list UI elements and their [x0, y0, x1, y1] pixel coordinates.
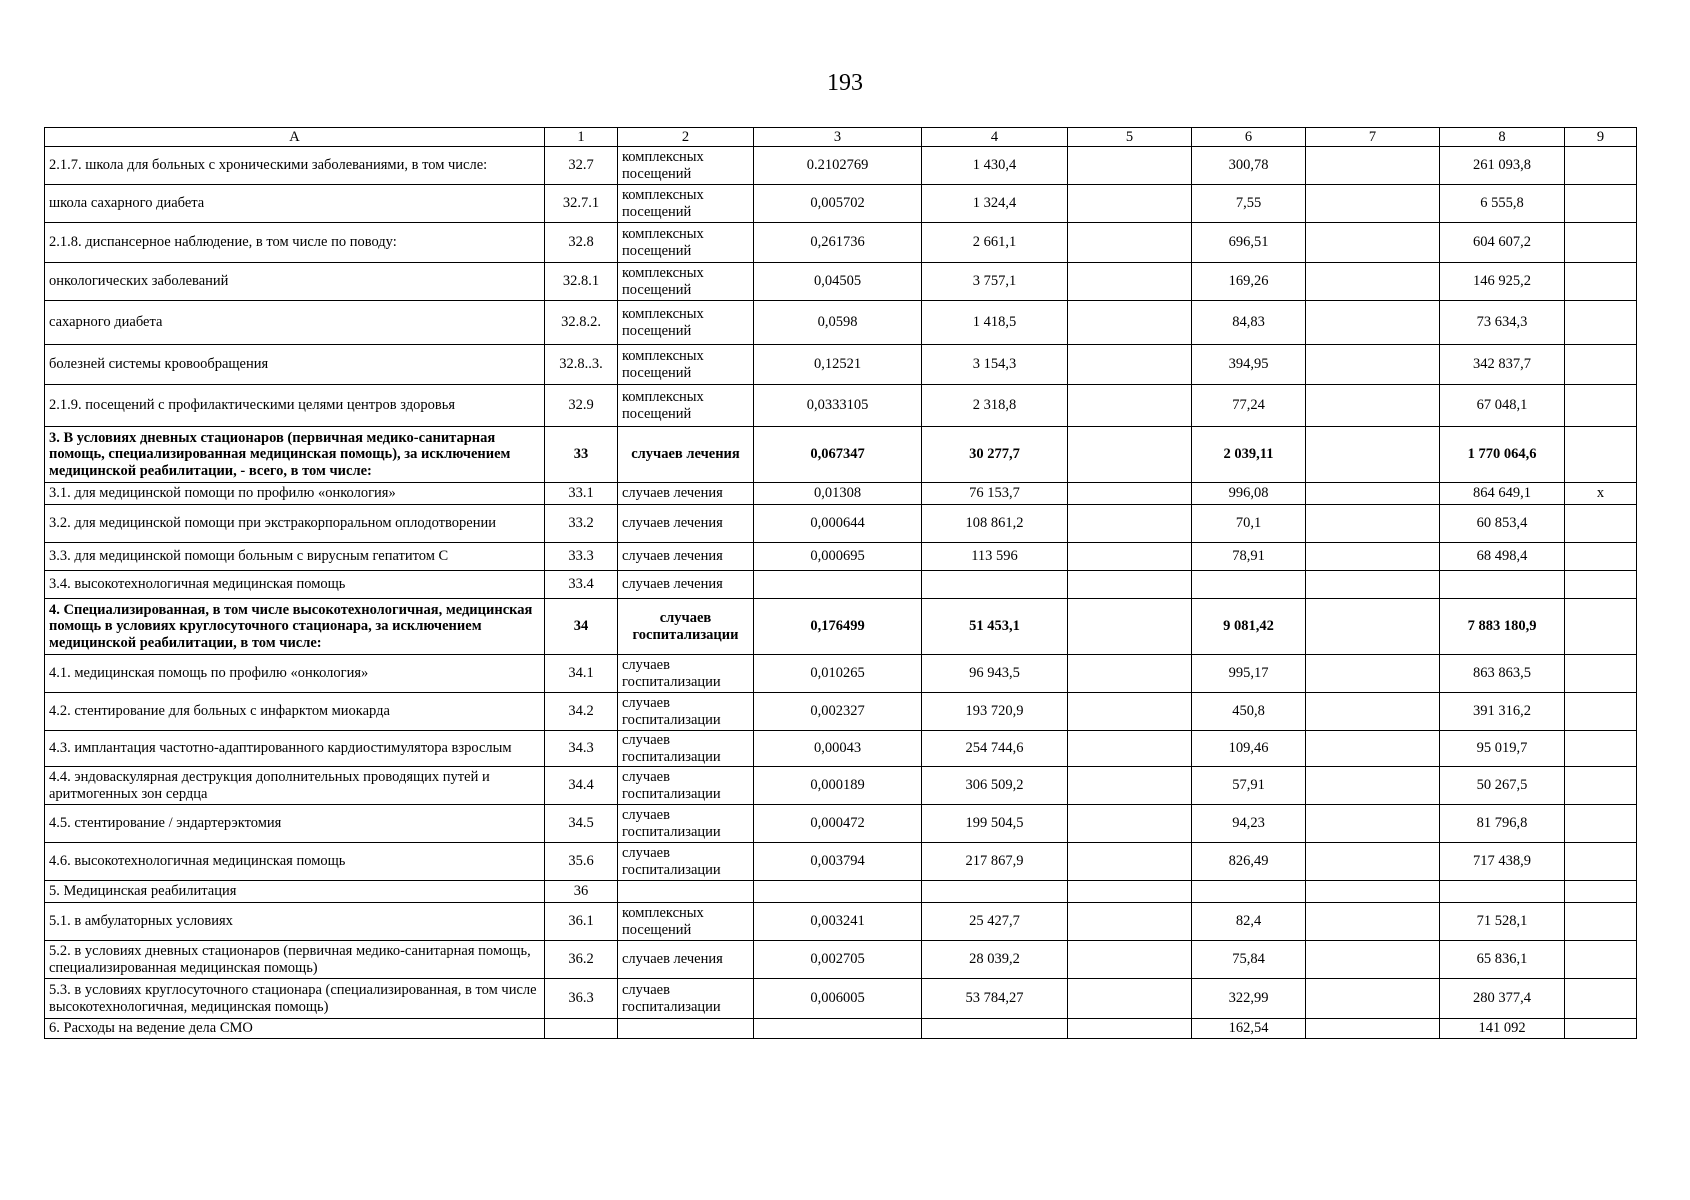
cell-col-a: 4.2. стентирование для больных с инфарктом миокарда [45, 693, 545, 731]
cell-col-c2: комплексных посещений [618, 263, 754, 301]
cell-col-c6: 162,54 [1192, 1019, 1306, 1039]
cell-col-c2: случаев госпитализации [618, 731, 754, 767]
cell-col-c2 [618, 881, 754, 903]
cell-col-c9 [1565, 223, 1637, 263]
cell-col-c7 [1306, 881, 1440, 903]
cell-col-c2: комплексных посещений [618, 147, 754, 185]
cell-col-c6: 84,83 [1192, 301, 1306, 345]
cell-col-c8: 863 863,5 [1440, 655, 1565, 693]
cell-col-c9: х [1565, 483, 1637, 505]
cell-col-c8 [1440, 881, 1565, 903]
table-row [45, 571, 1637, 599]
cell-col-c7 [1306, 979, 1440, 1019]
cell-col-c3: 0,0598 [754, 301, 922, 345]
cell-col-c1: 34.3 [545, 731, 618, 767]
cell-col-c8: 71 528,1 [1440, 903, 1565, 941]
cell-col-c3: 0,261736 [754, 223, 922, 263]
cell-col-c5 [1068, 843, 1192, 881]
cell-col-c5 [1068, 301, 1192, 345]
cell-col-c9 [1565, 881, 1637, 903]
cell-col-c1: 33 [545, 427, 618, 483]
cell-col-c2: случаев госпитализации [618, 599, 754, 655]
cell-col-c9 [1565, 427, 1637, 483]
cell-col-c8 [1440, 571, 1565, 599]
cell-col-c8: 95 019,7 [1440, 731, 1565, 767]
cell-col-c2: случаев госпитализации [618, 767, 754, 805]
cell-col-c1: 32.8..3. [545, 345, 618, 385]
cell-col-c9 [1565, 185, 1637, 223]
cell-col-c9 [1565, 805, 1637, 843]
cell-col-c5 [1068, 147, 1192, 185]
cell-col-c2: случаев лечения [618, 505, 754, 543]
cell-col-c3: 0,003794 [754, 843, 922, 881]
cell-col-c1: 35.6 [545, 843, 618, 881]
cell-col-a: 6. Расходы на ведение дела СМО [45, 1019, 545, 1039]
cell-col-c3: 0,067347 [754, 427, 922, 483]
cell-col-a: 5. Медицинская реабилитация [45, 881, 545, 903]
cell-col-c2: комплексных посещений [618, 385, 754, 427]
cell-col-c9 [1565, 979, 1637, 1019]
cell-col-c3 [754, 881, 922, 903]
cell-col-a: болезней системы кровообращения [45, 345, 545, 385]
cell-col-c1: 34.2 [545, 693, 618, 731]
page-number: 193 [827, 70, 863, 96]
cell-col-a: 4.6. высокотехнологичная медицинская помощь [45, 843, 545, 881]
cell-col-a: 4.5. стентирование / эндартерэктомия [45, 805, 545, 843]
cell-col-c2: случаев госпитализации [618, 693, 754, 731]
column-header-6: 6 [1192, 128, 1306, 147]
cell-col-c9 [1565, 147, 1637, 185]
cell-col-c5 [1068, 655, 1192, 693]
cell-col-c2: комплексных посещений [618, 345, 754, 385]
cell-col-c9 [1565, 385, 1637, 427]
cell-col-c8: 65 836,1 [1440, 941, 1565, 979]
cell-col-c5 [1068, 483, 1192, 505]
cell-col-c2: случаев госпитализации [618, 979, 754, 1019]
cell-col-a: онкологических заболеваний [45, 263, 545, 301]
cell-col-a: 3.4. высокотехнологичная медицинская помощь [45, 571, 545, 599]
cell-col-c3: 0,010265 [754, 655, 922, 693]
cell-col-c5 [1068, 263, 1192, 301]
cell-col-c7 [1306, 543, 1440, 571]
cell-col-a: 4.4. эндоваскулярная деструкция дополнительных проводящих путей и аритмогенных зон сердца [45, 767, 545, 805]
cell-col-c9 [1565, 1019, 1637, 1039]
table-row [45, 345, 1637, 385]
table-row [45, 599, 1637, 655]
cell-col-c6: 94,23 [1192, 805, 1306, 843]
cell-col-c9 [1565, 731, 1637, 767]
cell-col-a: 3.2. для медицинской помощи при экстракорпоральном оплодотворении [45, 505, 545, 543]
cell-col-c6: 826,49 [1192, 843, 1306, 881]
cell-col-c2: комплексных посещений [618, 301, 754, 345]
cell-col-c7 [1306, 263, 1440, 301]
table-row [45, 843, 1637, 881]
cell-col-a: 4.3. имплантация частотно-адаптированного кардиостимулятора взрослым [45, 731, 545, 767]
cell-col-c6: 77,24 [1192, 385, 1306, 427]
cell-col-c5 [1068, 223, 1192, 263]
cell-col-c3: 0,04505 [754, 263, 922, 301]
column-header-4: 4 [922, 128, 1068, 147]
cell-col-c6: 82,4 [1192, 903, 1306, 941]
cell-col-a: 5.1. в амбулаторных условиях [45, 903, 545, 941]
table-row [45, 505, 1637, 543]
cell-col-c3: 0,002327 [754, 693, 922, 731]
cell-col-c1: 36.1 [545, 903, 618, 941]
table-row [45, 979, 1637, 1019]
cell-col-a: 2.1.7. школа для больных с хроническими заболеваниями, в том числе: [45, 147, 545, 185]
cell-col-c4: 53 784,27 [922, 979, 1068, 1019]
cell-col-a: школа сахарного диабета [45, 185, 545, 223]
cell-col-c7 [1306, 599, 1440, 655]
table-row [45, 881, 1637, 903]
cell-col-c8: 68 498,4 [1440, 543, 1565, 571]
cell-col-c4: 76 153,7 [922, 483, 1068, 505]
cell-col-c2: комплексных посещений [618, 185, 754, 223]
cell-col-c6: 322,99 [1192, 979, 1306, 1019]
cell-col-c4: 2 661,1 [922, 223, 1068, 263]
column-header-5: 5 [1068, 128, 1192, 147]
cell-col-c7 [1306, 941, 1440, 979]
cell-col-c6: 109,46 [1192, 731, 1306, 767]
cell-col-c2: случаев лечения [618, 427, 754, 483]
cell-col-a: 4. Специализированная, в том числе высокотехнологичная, медицинская помощь в условиях круглосуточного стационара, за исключением медицинской реабилитации, в том числе: [45, 599, 545, 655]
table-header-row [45, 128, 1637, 147]
cell-col-c4: 193 720,9 [922, 693, 1068, 731]
cell-col-c2: случаев госпитализации [618, 805, 754, 843]
cell-col-a: 5.3. в условиях круглосуточного стационара (специализированная, в том числе высокотехнологичная, медицинская помощь) [45, 979, 545, 1019]
cell-col-c3: 0,003241 [754, 903, 922, 941]
cell-col-c7 [1306, 767, 1440, 805]
cell-col-c1 [545, 1019, 618, 1039]
cell-col-c2: случаев лечения [618, 543, 754, 571]
cell-col-c1: 32.7.1 [545, 185, 618, 223]
cell-col-c3: 0,12521 [754, 345, 922, 385]
cell-col-c1: 34.1 [545, 655, 618, 693]
cell-col-c1: 32.9 [545, 385, 618, 427]
cell-col-c6: 169,26 [1192, 263, 1306, 301]
cell-col-c8: 604 607,2 [1440, 223, 1565, 263]
cell-col-c1: 33.3 [545, 543, 618, 571]
cell-col-c2: комплексных посещений [618, 223, 754, 263]
cell-col-c6: 9 081,42 [1192, 599, 1306, 655]
cell-col-c7 [1306, 903, 1440, 941]
cell-col-c4: 1 430,4 [922, 147, 1068, 185]
table-row [45, 427, 1637, 483]
cell-col-c7 [1306, 483, 1440, 505]
cell-col-c1: 34 [545, 599, 618, 655]
cell-col-c9 [1565, 941, 1637, 979]
cell-col-c2: случаев лечения [618, 483, 754, 505]
table-row [45, 263, 1637, 301]
cell-col-a: 4.1. медицинская помощь по профилю «онкология» [45, 655, 545, 693]
cell-col-c5 [1068, 543, 1192, 571]
cell-col-c5 [1068, 979, 1192, 1019]
cell-col-c4: 2 318,8 [922, 385, 1068, 427]
cell-col-c3: 0,0333105 [754, 385, 922, 427]
cell-col-c9 [1565, 599, 1637, 655]
cell-col-c6: 696,51 [1192, 223, 1306, 263]
cell-col-c1: 34.4 [545, 767, 618, 805]
cell-col-c2: случаев лечения [618, 571, 754, 599]
cell-col-c1: 36 [545, 881, 618, 903]
tariff-table [44, 127, 1637, 1039]
cell-col-c9 [1565, 843, 1637, 881]
cell-col-a: 5.2. в условиях дневных стационаров (первичная медико-санитарная помощь, специализированная медицинская помощь) [45, 941, 545, 979]
cell-col-c7 [1306, 1019, 1440, 1039]
table-row [45, 1019, 1637, 1039]
cell-col-c8: 60 853,4 [1440, 505, 1565, 543]
table-row [45, 903, 1637, 941]
column-header-7: 7 [1306, 128, 1440, 147]
cell-col-c9 [1565, 345, 1637, 385]
cell-col-c4 [922, 571, 1068, 599]
cell-col-c7 [1306, 345, 1440, 385]
cell-col-a: 2.1.9. посещений с профилактическими целями центров здоровья [45, 385, 545, 427]
cell-col-c8: 1 770 064,6 [1440, 427, 1565, 483]
cell-col-c6: 70,1 [1192, 505, 1306, 543]
cell-col-c3: 0,000472 [754, 805, 922, 843]
cell-col-c5 [1068, 571, 1192, 599]
cell-col-c5 [1068, 505, 1192, 543]
table-row [45, 147, 1637, 185]
table-row [45, 655, 1637, 693]
cell-col-c5 [1068, 903, 1192, 941]
cell-col-c8: 261 093,8 [1440, 147, 1565, 185]
cell-col-c8: 280 377,4 [1440, 979, 1565, 1019]
cell-col-c4: 254 744,6 [922, 731, 1068, 767]
cell-col-c7 [1306, 301, 1440, 345]
cell-col-c8: 7 883 180,9 [1440, 599, 1565, 655]
cell-col-c8: 81 796,8 [1440, 805, 1565, 843]
cell-col-c4: 25 427,7 [922, 903, 1068, 941]
cell-col-c4: 1 324,4 [922, 185, 1068, 223]
cell-col-c6 [1192, 571, 1306, 599]
cell-col-c6: 450,8 [1192, 693, 1306, 731]
cell-col-c7 [1306, 731, 1440, 767]
cell-col-c2: случаев лечения [618, 941, 754, 979]
cell-col-c9 [1565, 903, 1637, 941]
cell-col-c8: 146 925,2 [1440, 263, 1565, 301]
cell-col-c1: 33.1 [545, 483, 618, 505]
cell-col-c3: 0,002705 [754, 941, 922, 979]
cell-col-c3: 0,176499 [754, 599, 922, 655]
cell-col-c6: 57,91 [1192, 767, 1306, 805]
cell-col-c3: 0,005702 [754, 185, 922, 223]
cell-col-c6: 300,78 [1192, 147, 1306, 185]
column-header-3: 3 [754, 128, 922, 147]
table-row [45, 543, 1637, 571]
cell-col-c8: 391 316,2 [1440, 693, 1565, 731]
cell-col-c1: 34.5 [545, 805, 618, 843]
table-row [45, 301, 1637, 345]
cell-col-c7 [1306, 655, 1440, 693]
cell-col-c6: 995,17 [1192, 655, 1306, 693]
table-row [45, 185, 1637, 223]
cell-col-c5 [1068, 767, 1192, 805]
cell-col-c6: 78,91 [1192, 543, 1306, 571]
cell-col-c7 [1306, 185, 1440, 223]
cell-col-c6: 7,55 [1192, 185, 1306, 223]
cell-col-c5 [1068, 693, 1192, 731]
cell-col-c1: 36.3 [545, 979, 618, 1019]
cell-col-c3 [754, 1019, 922, 1039]
cell-col-c1: 33.4 [545, 571, 618, 599]
table-row [45, 483, 1637, 505]
cell-col-c3: 0,00043 [754, 731, 922, 767]
cell-col-c6: 75,84 [1192, 941, 1306, 979]
table-row [45, 385, 1637, 427]
cell-col-c4: 199 504,5 [922, 805, 1068, 843]
cell-col-c4: 96 943,5 [922, 655, 1068, 693]
cell-col-c4 [922, 1019, 1068, 1039]
cell-col-c9 [1565, 655, 1637, 693]
cell-col-c6: 394,95 [1192, 345, 1306, 385]
cell-col-c9 [1565, 543, 1637, 571]
cell-col-c5 [1068, 941, 1192, 979]
cell-col-c1: 32.8 [545, 223, 618, 263]
cell-col-a: 3.3. для медицинской помощи больным с вирусным гепатитом С [45, 543, 545, 571]
cell-col-c8: 864 649,1 [1440, 483, 1565, 505]
cell-col-c6: 996,08 [1192, 483, 1306, 505]
cell-col-c8: 342 837,7 [1440, 345, 1565, 385]
column-header-a: A [45, 128, 545, 147]
cell-col-c4: 1 418,5 [922, 301, 1068, 345]
column-header-1: 1 [545, 128, 618, 147]
cell-col-c5 [1068, 185, 1192, 223]
cell-col-c9 [1565, 263, 1637, 301]
cell-col-c9 [1565, 571, 1637, 599]
cell-col-a: сахарного диабета [45, 301, 545, 345]
cell-col-c2: комплексных посещений [618, 903, 754, 941]
cell-col-c9 [1565, 505, 1637, 543]
cell-col-c7 [1306, 571, 1440, 599]
cell-col-c5 [1068, 1019, 1192, 1039]
cell-col-c6 [1192, 881, 1306, 903]
cell-col-a: 3.1. для медицинской помощи по профилю «онкология» [45, 483, 545, 505]
cell-col-c8: 73 634,3 [1440, 301, 1565, 345]
cell-col-c3: 0,000644 [754, 505, 922, 543]
cell-col-c3: 0,000695 [754, 543, 922, 571]
column-header-9: 9 [1565, 128, 1637, 147]
cell-col-c3: 0,01308 [754, 483, 922, 505]
cell-col-c7 [1306, 843, 1440, 881]
cell-col-c2: случаев госпитализации [618, 843, 754, 881]
table-row [45, 941, 1637, 979]
cell-col-c6: 2 039,11 [1192, 427, 1306, 483]
cell-col-c9 [1565, 767, 1637, 805]
cell-col-a: 2.1.8. диспансерное наблюдение, в том числе по поводу: [45, 223, 545, 263]
column-header-2: 2 [618, 128, 754, 147]
cell-col-c8: 50 267,5 [1440, 767, 1565, 805]
table-row [45, 805, 1637, 843]
cell-col-c1: 32.8.1 [545, 263, 618, 301]
cell-col-c7 [1306, 147, 1440, 185]
cell-col-c1: 32.7 [545, 147, 618, 185]
cell-col-c4 [922, 881, 1068, 903]
cell-col-c4: 28 039,2 [922, 941, 1068, 979]
cell-col-c5 [1068, 599, 1192, 655]
cell-col-c3: 0,000189 [754, 767, 922, 805]
cell-col-c9 [1565, 301, 1637, 345]
cell-col-c5 [1068, 731, 1192, 767]
cell-col-c5 [1068, 427, 1192, 483]
cell-col-c8: 67 048,1 [1440, 385, 1565, 427]
cell-col-c4: 30 277,7 [922, 427, 1068, 483]
cell-col-a: 3. В условиях дневных стационаров (первичная медико-санитарная помощь, специализированная медицинская помощь), за исключением медицинской реабилитации, - всего, в том числе: [45, 427, 545, 483]
table-row [45, 693, 1637, 731]
table-row [45, 767, 1637, 805]
cell-col-c8: 717 438,9 [1440, 843, 1565, 881]
cell-col-c4: 51 453,1 [922, 599, 1068, 655]
cell-col-c4: 3 757,1 [922, 263, 1068, 301]
cell-col-c7 [1306, 693, 1440, 731]
cell-col-c1: 33.2 [545, 505, 618, 543]
cell-col-c5 [1068, 881, 1192, 903]
cell-col-c7 [1306, 223, 1440, 263]
cell-col-c7 [1306, 385, 1440, 427]
cell-col-c2: случаев госпитализации [618, 655, 754, 693]
cell-col-c3: 0.2102769 [754, 147, 922, 185]
cell-col-c3 [754, 571, 922, 599]
cell-col-c4: 113 596 [922, 543, 1068, 571]
cell-col-c9 [1565, 693, 1637, 731]
cell-col-c2 [618, 1019, 754, 1039]
cell-col-c4: 3 154,3 [922, 345, 1068, 385]
cell-col-c4: 217 867,9 [922, 843, 1068, 881]
table-row [45, 731, 1637, 767]
cell-col-c5 [1068, 805, 1192, 843]
cell-col-c8: 6 555,8 [1440, 185, 1565, 223]
cell-col-c1: 36.2 [545, 941, 618, 979]
column-header-8: 8 [1440, 128, 1565, 147]
cell-col-c3: 0,006005 [754, 979, 922, 1019]
cell-col-c8: 141 092 [1440, 1019, 1565, 1039]
cell-col-c4: 306 509,2 [922, 767, 1068, 805]
cell-col-c7 [1306, 505, 1440, 543]
cell-col-c7 [1306, 427, 1440, 483]
cell-col-c5 [1068, 345, 1192, 385]
table-row [45, 223, 1637, 263]
cell-col-c4: 108 861,2 [922, 505, 1068, 543]
cell-col-c7 [1306, 805, 1440, 843]
cell-col-c1: 32.8.2. [545, 301, 618, 345]
cell-col-c5 [1068, 385, 1192, 427]
